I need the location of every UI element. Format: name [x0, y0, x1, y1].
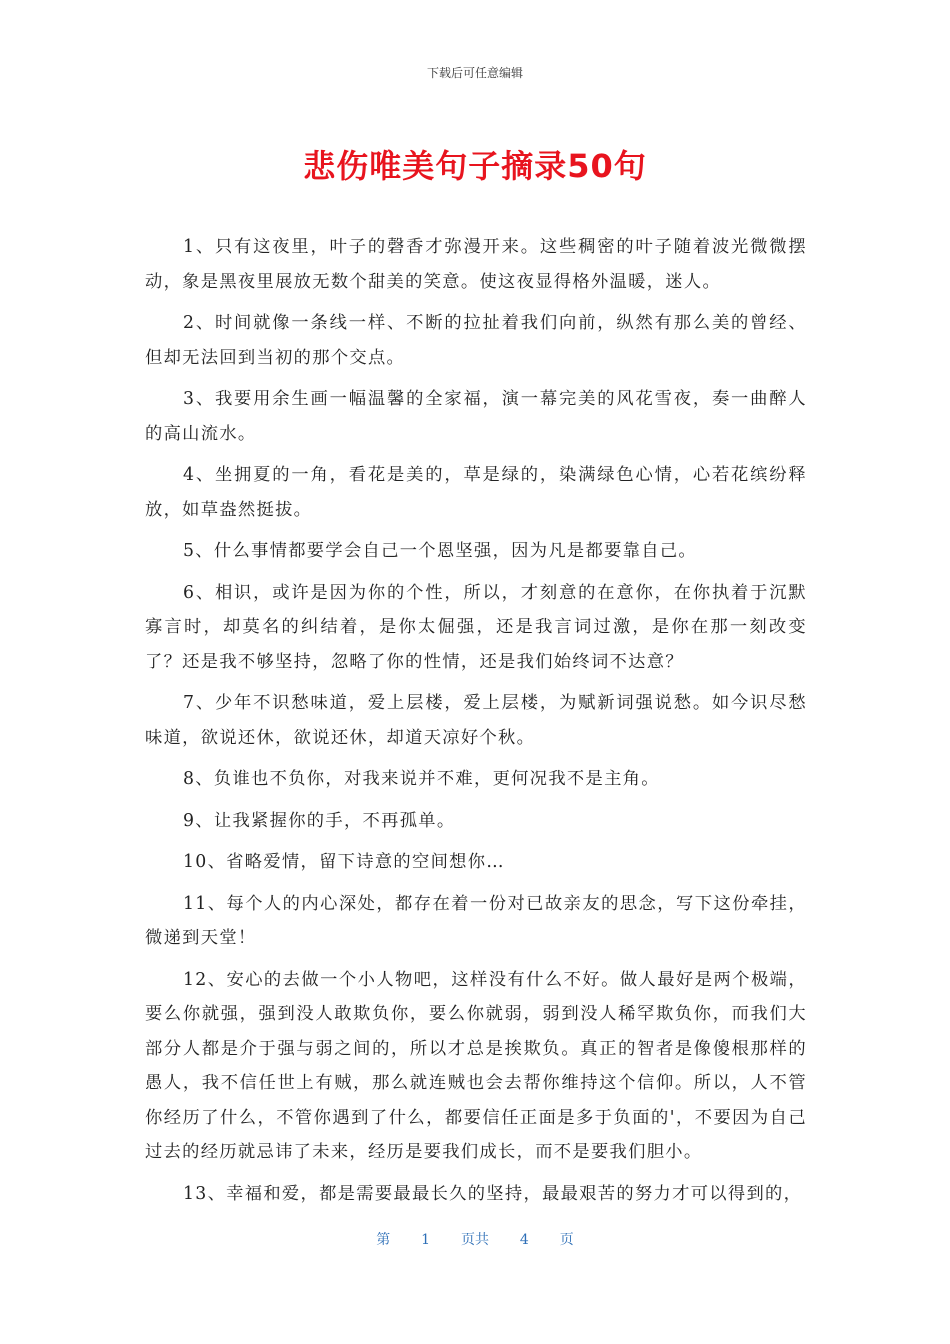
page-footer: [0, 1229, 950, 1249]
document-body: [145, 230, 807, 1218]
paragraph: 4、坐拥夏的一角，看花是美的，草是绿的，染满绿色心情，心若花缤纷释放，如草盎然挺拔。: [145, 465, 807, 520]
paragraph: 9、让我紧握你的手，不再孤单。: [183, 810, 456, 831]
page-title: 悲伤唯美句子摘录50句: [303, 147, 647, 185]
paragraph: 10、省略爱情，留下诗意的空间想你…: [183, 852, 505, 872]
page-label-prefix: 第: [376, 1232, 391, 1248]
paragraph: 6、相识，或许是因为你的个性，所以，才刻意的在意你，在你执着于沉默寡言时，却莫名的纠结着，是你太倔强，还是我言词过激，是你在那一刻改变了？还是我不够坚持，忽略了你的性情，还是我们始终词不达意？: [145, 582, 807, 672]
paragraph: 3、我要用余生画一幅温馨的全家福，演一幕完美的风花雪夜，奏一曲醉人的高山流水。: [145, 389, 807, 444]
header-note: 下载后可任意编辑: [426, 66, 523, 80]
paragraph: 12、安心的去做一个小人物吧，这样没有什么不好。做人最好是两个极端，要么你就强，强到没人敢欺负你，要么你就弱，弱到没人稀罕欺负你，而我们大部分人都是介于强与弱之间的，所以才总是挨欺负。真正的智者是像傻根那样的愚人，我不信任世上有贼，那么就连贼也会去帮你维持这个信仰。所以，人不管你经历了什么，不管你遇到了什么，都要信任正面是多于负面的'，不要因为自己过去的经历就忌讳了未来，经历是要我们成长，而不是要我们胆小。: [145, 969, 807, 1162]
paragraph: 5、什么事情都要学会自己一个恩坚强，因为凡是都要靠自己。: [183, 541, 697, 561]
page-label-suffix: 页: [559, 1232, 574, 1248]
page-label-middle: 页共: [461, 1232, 489, 1248]
total-pages-number: 4: [519, 1232, 529, 1248]
paragraph: 8、负谁也不负你，对我来说并不难，更何况我不是主角。: [183, 769, 660, 789]
paragraph: 1、只有这夜里，叶子的磬香才弥漫开来。这些稠密的叶子随着波光微微摆动，象是黑夜里展放无数个甜美的笑意。使这夜显得格外温暖，迷人。: [145, 237, 807, 292]
current-page-number: 1: [421, 1232, 431, 1248]
paragraph: 13、幸福和爱，都是需要最最长久的坚持，最最艰苦的努力才可以得到的，: [183, 1183, 803, 1204]
paragraph: 7、少年不识愁味道，爱上层楼，爱上层楼，为赋新词强说愁。如今识尽愁味道，欲说还休，欲说还休，却道天凉好个秋。: [145, 693, 807, 748]
paragraph: 11、每个人的内心深处，都存在着一份对已故亲友的思念，写下这份牵挂，微递到天堂！: [145, 893, 807, 948]
paragraph: 2、时间就像一条线一样、不断的拉扯着我们向前，纵然有那么美的曾经、但却无法回到当初的那个交点。: [145, 313, 807, 368]
